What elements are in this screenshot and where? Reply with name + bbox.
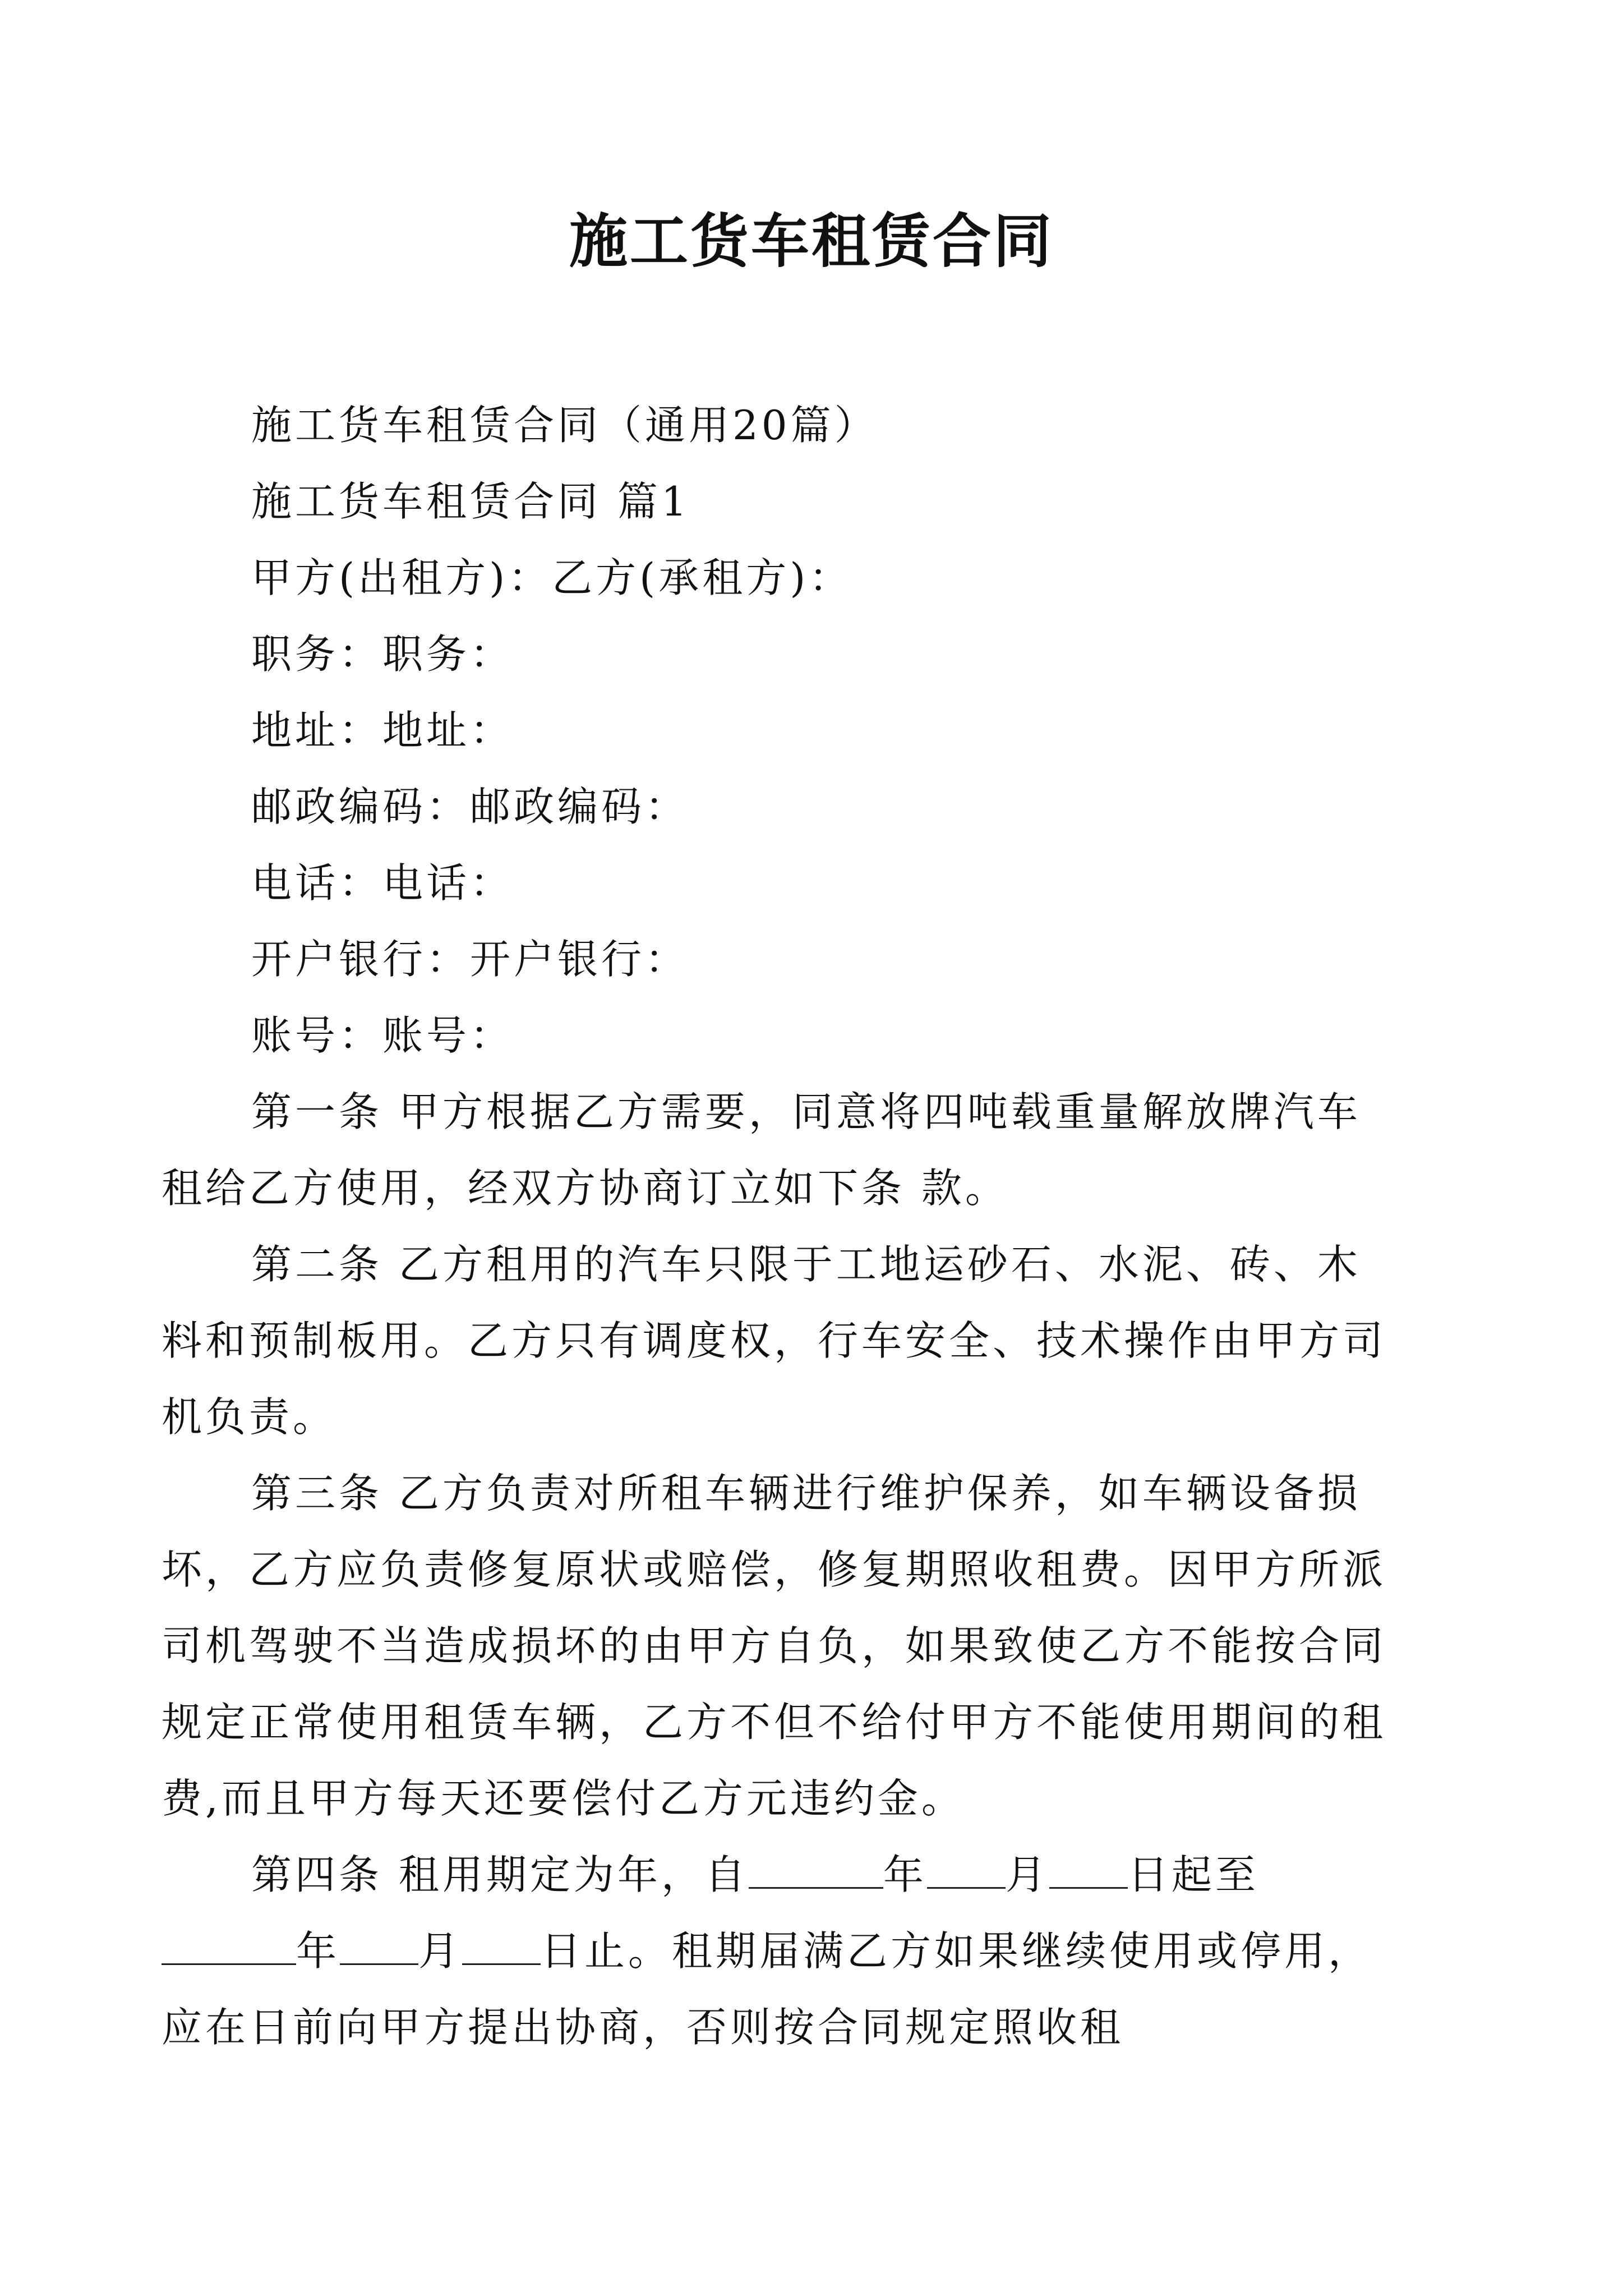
article-4-month-1: 月 [1005,1851,1049,1898]
article-4-day-1: 日起至 [1127,1851,1259,1898]
party-line: 开户银行：开户银行： [251,936,689,983]
article-3: 第三条 乙方负责对所租车辆进行维护保养，如车辆设备损坏，乙方应负责修复原状或赔偿，修复期照收租费。因甲方所派司机驾驶不当造成损坏的由甲方自负，如果致使乙方不能按合同规定正常使用租赁车辆，乙方不但不给付甲方不能使用期间的租费,而且甲方每天还要偿付乙方元违约金。 [162,1470,1387,1822]
section-heading: 施工货车租赁合同 篇1 [251,478,690,525]
articles [162,1074,1390,2065]
party-line: 职务：职务： [251,631,514,678]
article-4-part-1: 第四条 租用期定为年，自 [251,1851,749,1898]
article-4-year-2: 年 [296,1927,340,1975]
article-1: 第一条 甲方根据乙方需要，同意将四吨载重量解放牌汽车租给乙方使用，经双方协商订立如下条 款。 [162,1088,1361,1212]
party-line: 甲方(出租方)：乙方(承租方)： [251,554,853,601]
party-line: 邮政编码：邮政编码： [251,783,689,830]
blank-line [927,1853,1006,1889]
article-4 [162,1837,1390,2065]
article-2: 第二条 乙方租用的汽车只限于工地运砂石、水泥、砖、木料和预制板用。乙方只有调度权，行车安全、技术操作由甲方司机负责。 [162,1241,1387,1441]
party-line: 电话：电话： [251,859,514,907]
article-4-year-1: 年 [883,1851,927,1898]
party-line: 地址：地址： [251,707,514,754]
blank-line [162,1930,296,1965]
document-body [251,387,1390,1074]
document-subtitle: 施工货车租赁合同（通用20篇） [251,402,878,449]
blank-line [340,1930,418,1965]
blank-line [1049,1853,1128,1889]
blank-line [749,1853,883,1889]
article-4-rest: 日止。租期届满乙方如果继续使用或停用，应在日前向甲方提出协商，否则按合同规定照收租 [162,1927,1372,2051]
article-4-month-2: 月 [418,1927,463,1975]
party-line: 账号：账号： [251,1012,514,1059]
blank-line [462,1930,541,1965]
document-title: 施工货车租赁合同 [569,206,1054,275]
